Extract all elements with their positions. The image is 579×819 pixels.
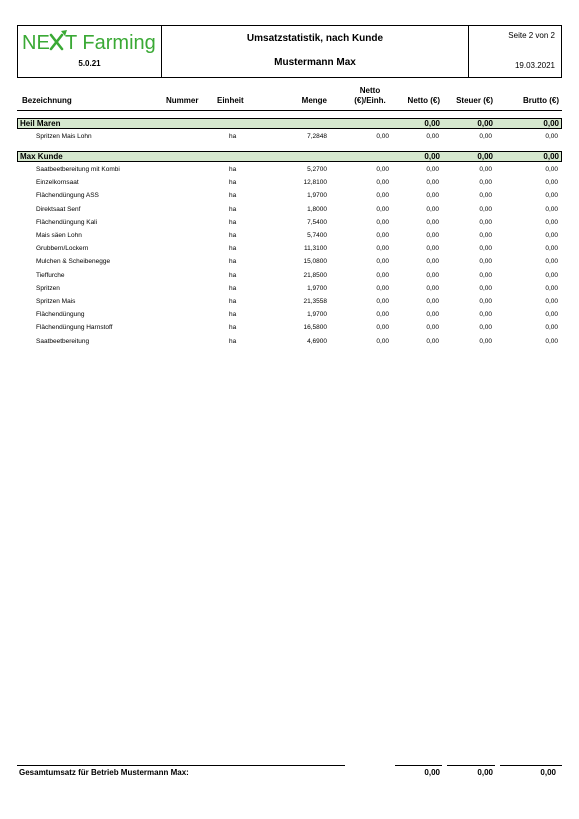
row-menge: 5,2700	[307, 166, 327, 173]
customer-group-header	[17, 151, 562, 162]
total-rule-steuer	[447, 765, 495, 766]
row-unit: ha	[229, 298, 237, 305]
table-row	[17, 177, 562, 190]
report-header	[17, 25, 562, 78]
row-steuer: 0,00	[479, 218, 492, 226]
row-netto: 0,00	[426, 179, 439, 187]
row-menge: 7,2848	[307, 133, 327, 140]
row-netto: 0,00	[426, 311, 439, 319]
row-netto: 0,00	[426, 218, 439, 226]
row-menge: 5,7400	[307, 232, 327, 239]
row-menge: 12,8100	[303, 179, 327, 187]
row-steuer: 0,00	[479, 205, 492, 213]
row-menge: 7,5400	[307, 218, 327, 226]
column-header-brutto: Brutto (€)	[523, 96, 559, 105]
customer-name: Heil Maren	[20, 119, 61, 128]
row-steuer: 0,00	[479, 245, 492, 253]
row-unit: ha	[229, 258, 237, 266]
column-header-netto-einh	[350, 86, 390, 106]
customer-group-header	[17, 118, 562, 129]
row-brutto: 0,00	[545, 192, 558, 200]
row-brutto: 0,00	[545, 337, 558, 345]
row-netto-einh: 0,00	[376, 218, 389, 226]
row-netto-einh: 0,00	[376, 284, 389, 292]
total-rule-brutto	[500, 765, 562, 766]
row-netto: 0,00	[426, 258, 439, 266]
row-menge: 1,9700	[307, 284, 327, 292]
page-number: Seite 2 von 2	[508, 31, 555, 40]
row-description: Flächendüngung	[36, 311, 85, 319]
row-netto: 0,00	[426, 271, 439, 279]
row-description: Spritzen Mais Lohn	[36, 133, 92, 140]
row-steuer: 0,00	[479, 337, 492, 345]
table-row	[17, 256, 562, 269]
row-description: Mais säen Lohn	[36, 232, 82, 239]
column-header-einheit: Einheit	[217, 96, 244, 105]
table-row	[17, 190, 562, 203]
row-menge: 15,0800	[303, 258, 327, 266]
row-unit: ha	[229, 232, 237, 239]
column-header-bezeichnung: Bezeichnung	[22, 96, 72, 105]
row-netto: 0,00	[426, 284, 439, 292]
grand-total-brutto: 0,00	[540, 768, 556, 777]
row-menge: 1,9700	[307, 192, 327, 200]
version-number: 5.0.21	[78, 59, 101, 68]
row-brutto: 0,00	[545, 324, 558, 332]
column-header-netto-einh-line1: Netto	[359, 86, 381, 95]
row-netto-einh: 0,00	[376, 311, 389, 319]
row-steuer: 0,00	[479, 179, 492, 187]
row-netto: 0,00	[426, 232, 439, 239]
group-netto: 0,00	[424, 152, 440, 161]
grand-total-label: Gesamtumsatz für Betrieb Mustermann Max:	[19, 768, 189, 777]
group-steuer: 0,00	[477, 152, 493, 161]
row-brutto: 0,00	[545, 166, 558, 173]
row-steuer: 0,00	[479, 133, 492, 140]
row-menge: 1,9700	[307, 311, 327, 319]
row-menge: 11,3100	[303, 245, 327, 253]
logo-panel	[18, 26, 162, 77]
table-row	[17, 270, 562, 283]
row-unit: ha	[229, 337, 237, 345]
row-unit: ha	[229, 133, 237, 140]
row-description: Spritzen Mais	[36, 298, 76, 305]
row-netto: 0,00	[426, 192, 439, 200]
row-netto-einh: 0,00	[376, 324, 389, 332]
row-netto-einh: 0,00	[376, 192, 389, 200]
table-row	[17, 217, 562, 230]
table-row	[17, 164, 562, 177]
row-netto: 0,00	[426, 245, 439, 253]
row-netto-einh: 0,00	[376, 298, 389, 305]
svg-text:T Farming: T Farming	[65, 32, 156, 54]
table-row	[17, 204, 562, 217]
row-netto-einh: 0,00	[376, 179, 389, 187]
row-brutto: 0,00	[545, 245, 558, 253]
row-description: Flächendüngung ASS	[36, 192, 99, 200]
row-description: Saatbeetbereitung mit Kombi	[36, 166, 120, 173]
row-steuer: 0,00	[479, 311, 492, 319]
row-brutto: 0,00	[545, 298, 558, 305]
row-netto-einh: 0,00	[376, 133, 389, 140]
row-steuer: 0,00	[479, 192, 492, 200]
row-unit: ha	[229, 311, 237, 319]
row-unit: ha	[229, 192, 237, 200]
row-netto-einh: 0,00	[376, 205, 389, 213]
row-steuer: 0,00	[479, 271, 492, 279]
row-brutto: 0,00	[545, 284, 558, 292]
meta-panel	[468, 26, 561, 77]
row-menge: 1,8000	[307, 205, 327, 213]
row-description: Spritzen	[36, 284, 60, 292]
row-steuer: 0,00	[479, 284, 492, 292]
column-header-steuer: Steuer (€)	[456, 96, 493, 105]
row-description: Saatbeetbereitung	[36, 337, 90, 345]
row-unit: ha	[229, 205, 237, 213]
column-header-nummer: Nummer	[166, 96, 199, 105]
row-netto-einh: 0,00	[376, 232, 389, 239]
header-divider	[17, 110, 562, 111]
column-header-netto: Netto (€)	[407, 96, 440, 105]
row-menge: 4,6900	[307, 337, 327, 345]
total-rule-netto	[395, 765, 442, 766]
row-netto: 0,00	[426, 298, 439, 305]
row-description: Flächendüngung Harnstoff	[36, 324, 113, 332]
grand-total-steuer: 0,00	[477, 768, 493, 777]
row-steuer: 0,00	[479, 298, 492, 305]
svg-text:NE: NE	[22, 32, 50, 54]
table-row	[17, 283, 562, 296]
table-row	[17, 243, 562, 256]
group-brutto: 0,00	[543, 119, 559, 128]
row-netto: 0,00	[426, 324, 439, 332]
row-unit: ha	[229, 179, 237, 187]
row-menge: 21,3558	[303, 298, 327, 305]
report-title: Umsatzstatistik, nach Kunde	[246, 33, 384, 44]
group-netto: 0,00	[424, 119, 440, 128]
row-netto: 0,00	[426, 133, 439, 140]
row-brutto: 0,00	[545, 179, 558, 187]
row-brutto: 0,00	[545, 258, 558, 266]
row-unit: ha	[229, 324, 237, 332]
table-row	[17, 296, 562, 309]
next-farming-logo	[21, 29, 161, 55]
table-row	[17, 336, 562, 349]
row-brutto: 0,00	[545, 232, 558, 239]
row-description: Einzelkornsaat	[36, 179, 79, 187]
row-unit: ha	[229, 245, 237, 253]
row-netto-einh: 0,00	[376, 245, 389, 253]
row-brutto: 0,00	[545, 218, 558, 226]
row-brutto: 0,00	[545, 133, 558, 140]
table-row	[17, 309, 562, 322]
report-subtitle: Mustermann Max	[274, 57, 356, 68]
row-brutto: 0,00	[545, 205, 558, 213]
row-brutto: 0,00	[545, 271, 558, 279]
row-steuer: 0,00	[479, 232, 492, 239]
row-netto-einh: 0,00	[376, 166, 389, 173]
row-description: Mulchen & Scheibenegge	[36, 258, 111, 266]
row-steuer: 0,00	[479, 258, 492, 266]
row-netto: 0,00	[426, 166, 439, 173]
row-netto: 0,00	[426, 337, 439, 345]
table-row	[17, 230, 562, 243]
row-netto-einh: 0,00	[376, 258, 389, 266]
grand-total-netto: 0,00	[424, 768, 440, 777]
row-description: Grubbern/Lockern	[36, 245, 89, 253]
total-rule-left	[17, 765, 345, 766]
row-unit: ha	[229, 166, 237, 173]
column-header-netto-einh-line2: (€)/Einh.	[354, 96, 386, 105]
group-brutto: 0,00	[543, 152, 559, 161]
row-steuer: 0,00	[479, 166, 492, 173]
row-description: Tieffurche	[36, 271, 65, 279]
group-steuer: 0,00	[477, 119, 493, 128]
row-netto-einh: 0,00	[376, 337, 389, 345]
row-unit: ha	[229, 218, 237, 226]
row-menge: 16,5800	[303, 324, 327, 332]
row-description: Direktsaat Senf	[36, 205, 81, 213]
row-unit: ha	[229, 271, 237, 279]
row-unit: ha	[229, 284, 237, 292]
table-row	[17, 131, 562, 144]
row-menge: 21,8500	[303, 271, 327, 279]
row-brutto: 0,00	[545, 311, 558, 319]
row-netto: 0,00	[426, 205, 439, 213]
row-netto-einh: 0,00	[376, 271, 389, 279]
table-row	[17, 322, 562, 335]
report-date: 19.03.2021	[514, 61, 555, 70]
column-header-menge: Menge	[301, 96, 327, 105]
row-description: Flächendüngung Kali	[36, 218, 98, 226]
customer-name: Max Kunde	[20, 152, 63, 161]
row-steuer: 0,00	[479, 324, 492, 332]
